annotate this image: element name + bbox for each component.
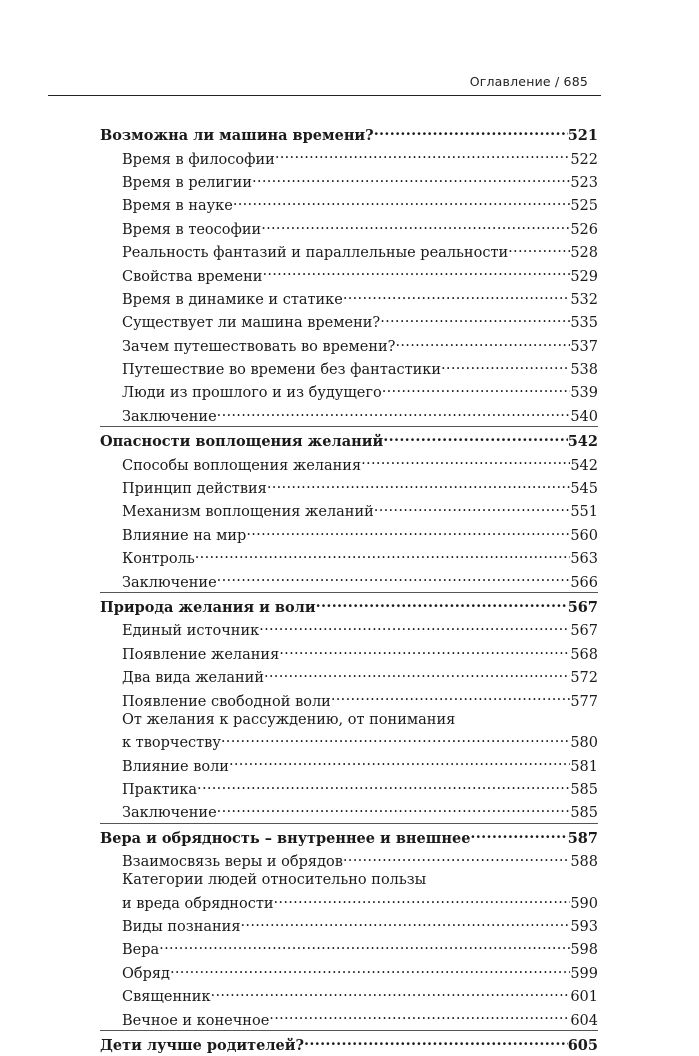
page-number: 526 bbox=[570, 221, 598, 238]
page-number: 523 bbox=[570, 174, 598, 191]
toc-item-label: Вера bbox=[122, 942, 160, 959]
toc-item[interactable] bbox=[100, 617, 598, 640]
toc-item[interactable] bbox=[100, 403, 598, 426]
page-number: 525 bbox=[570, 198, 598, 215]
page-number: 551 bbox=[570, 504, 598, 521]
toc-item[interactable] bbox=[100, 451, 598, 474]
page-number: 581 bbox=[570, 758, 598, 775]
dot-leader bbox=[383, 428, 567, 446]
dot-leader bbox=[233, 192, 571, 210]
toc-item-label-line1: От желания к рассуждению, от понимания bbox=[122, 711, 456, 728]
toc-item-label: Единый источник bbox=[122, 623, 260, 640]
dot-leader bbox=[275, 145, 571, 163]
page-number: 538 bbox=[570, 362, 598, 379]
toc-item-label: Люди из прошлого и из будущего bbox=[122, 385, 382, 402]
table-of-contents bbox=[100, 122, 598, 1056]
toc-item-label: Заключение bbox=[122, 408, 217, 425]
dot-leader bbox=[441, 356, 570, 374]
toc-item-label: Появление желания bbox=[122, 646, 280, 663]
dot-leader bbox=[382, 379, 571, 397]
dot-leader bbox=[274, 890, 571, 908]
toc-item-label: Заключение bbox=[122, 805, 217, 822]
toc-item[interactable] bbox=[100, 664, 598, 687]
dot-leader bbox=[195, 545, 571, 563]
toc-item[interactable] bbox=[100, 498, 598, 521]
running-head: Оглавление / 685 bbox=[469, 74, 588, 89]
toc-item[interactable] bbox=[100, 890, 598, 913]
toc-item[interactable] bbox=[100, 169, 598, 192]
toc-item[interactable] bbox=[100, 983, 598, 1006]
toc-item[interactable] bbox=[100, 356, 598, 379]
toc-item[interactable] bbox=[100, 333, 598, 356]
toc-item-label: Зачем путешествовать во времени? bbox=[122, 338, 396, 355]
toc-section-title[interactable] bbox=[100, 122, 598, 145]
dot-leader bbox=[361, 451, 570, 469]
toc-item[interactable] bbox=[100, 522, 598, 545]
page-number: 560 bbox=[570, 527, 598, 544]
page-number: 545 bbox=[570, 481, 598, 498]
dot-leader bbox=[197, 776, 570, 794]
dot-leader bbox=[395, 333, 570, 351]
toc-section bbox=[100, 1032, 598, 1055]
page-number: 590 bbox=[570, 895, 598, 912]
page-number: 522 bbox=[570, 151, 598, 168]
dot-leader bbox=[304, 1032, 568, 1050]
dot-leader bbox=[374, 498, 571, 516]
dot-leader bbox=[159, 936, 570, 954]
header-rule bbox=[48, 95, 601, 96]
toc-item-label: Контроль bbox=[122, 551, 195, 568]
dot-leader bbox=[221, 729, 570, 747]
section-title-label: Возможна ли машина времени? bbox=[100, 127, 374, 145]
toc-item[interactable] bbox=[100, 286, 598, 309]
toc-item[interactable] bbox=[100, 848, 598, 871]
dot-leader bbox=[508, 239, 570, 257]
dot-leader bbox=[343, 286, 570, 304]
dot-leader bbox=[217, 403, 571, 421]
page-number: 580 bbox=[570, 735, 598, 752]
page-number: 521 bbox=[567, 127, 598, 145]
page-number: 535 bbox=[570, 315, 598, 332]
toc-item-label: к творчеству bbox=[122, 735, 221, 752]
page-number: 539 bbox=[570, 385, 598, 402]
toc-item-label: Два вида желаний bbox=[122, 670, 264, 687]
dot-leader bbox=[380, 309, 570, 327]
toc-item-label: Появление свободной воли bbox=[122, 693, 331, 710]
toc-item[interactable] bbox=[100, 568, 598, 591]
page-number: 585 bbox=[570, 805, 598, 822]
toc-section-title[interactable] bbox=[100, 428, 598, 451]
toc-item-label: Механизм воплощения желаний bbox=[122, 504, 374, 521]
page-number: 588 bbox=[570, 854, 598, 871]
page-number: 601 bbox=[570, 989, 598, 1006]
dot-leader bbox=[252, 169, 570, 187]
toc-item-label: Заключение bbox=[122, 574, 217, 591]
page-number: 587 bbox=[567, 829, 598, 847]
dot-leader bbox=[170, 960, 570, 978]
toc-item[interactable] bbox=[100, 799, 598, 822]
toc-item-label: Существует ли машина времени? bbox=[122, 315, 381, 332]
toc-item-label: Время в религии bbox=[122, 174, 252, 191]
dot-leader bbox=[241, 913, 571, 931]
dot-leader bbox=[259, 617, 570, 635]
toc-section-title[interactable] bbox=[100, 594, 598, 617]
toc-item-label: Время в динамике и статике bbox=[122, 291, 343, 308]
section-title-label: Вера и обрядность – внутреннее и внешнее bbox=[100, 829, 471, 847]
toc-item-label: Виды познания bbox=[122, 919, 241, 936]
toc-item[interactable] bbox=[100, 239, 598, 262]
toc-item-label: Священник bbox=[122, 989, 211, 1006]
toc-item[interactable] bbox=[100, 192, 598, 215]
toc-item[interactable] bbox=[100, 913, 598, 936]
toc-item-label: Влияние на мир bbox=[122, 527, 247, 544]
toc-item-label: Практика bbox=[122, 781, 198, 798]
toc-item-label: Свойства времени bbox=[122, 268, 263, 285]
dot-leader bbox=[269, 1006, 570, 1024]
toc-item-label-line1: Категории людей относительно пользы bbox=[122, 872, 427, 889]
toc-item[interactable] bbox=[100, 545, 598, 568]
toc-item-label: Путешествие во времени без фантастики bbox=[122, 362, 442, 379]
dot-leader bbox=[316, 594, 568, 612]
toc-item-label: Принцип действия bbox=[122, 481, 267, 498]
toc-item[interactable] bbox=[100, 379, 598, 402]
toc-item-label: Реальность фантазий и параллельные реальности bbox=[122, 245, 509, 262]
dot-leader bbox=[267, 475, 571, 493]
toc-section bbox=[100, 594, 598, 824]
toc-item[interactable] bbox=[100, 262, 598, 285]
section-title-label: Природа желания и воли bbox=[100, 599, 316, 616]
toc-item[interactable] bbox=[100, 145, 598, 168]
section-title-label: Опасности воплощения желаний bbox=[100, 433, 384, 451]
page-number: 542 bbox=[570, 457, 598, 474]
dot-leader bbox=[279, 641, 570, 659]
toc-item[interactable] bbox=[100, 475, 598, 498]
page-number: 568 bbox=[570, 646, 598, 663]
toc-item-label: Вечное и конечное bbox=[122, 1012, 270, 1029]
page-number: 542 bbox=[567, 433, 598, 451]
toc-section bbox=[100, 122, 598, 427]
toc-item[interactable] bbox=[100, 776, 598, 799]
dot-leader bbox=[229, 752, 570, 770]
dot-leader bbox=[470, 825, 567, 843]
toc-item[interactable] bbox=[100, 216, 598, 239]
toc-section bbox=[100, 428, 598, 593]
toc-item-label: Время в теософии bbox=[122, 221, 262, 238]
toc-item-label: Способы воплощения желания bbox=[122, 457, 362, 474]
dot-leader bbox=[246, 522, 570, 540]
toc-item[interactable] bbox=[100, 936, 598, 959]
toc-item[interactable] bbox=[100, 960, 598, 983]
page-number: 604 bbox=[570, 1012, 598, 1029]
page-number: 585 bbox=[570, 781, 598, 798]
page-number: 572 bbox=[570, 670, 598, 687]
page-number: 599 bbox=[570, 965, 598, 982]
toc-item-label: Время в науке bbox=[122, 198, 233, 215]
page-number: 567 bbox=[570, 623, 598, 640]
dot-leader bbox=[211, 983, 571, 1001]
page-number: 566 bbox=[570, 574, 598, 591]
page-number: 529 bbox=[570, 268, 598, 285]
toc-item[interactable] bbox=[100, 687, 598, 710]
toc-item[interactable] bbox=[100, 309, 598, 332]
toc-item[interactable] bbox=[100, 1006, 598, 1029]
toc-item[interactable] bbox=[100, 752, 598, 775]
dot-leader bbox=[374, 122, 568, 140]
page-number: 593 bbox=[570, 919, 598, 936]
toc-item-label: и вреда обрядности bbox=[122, 895, 274, 912]
dot-leader bbox=[262, 262, 570, 280]
page-number: 567 bbox=[567, 599, 598, 616]
page-number: 598 bbox=[570, 942, 598, 959]
page-number: 528 bbox=[570, 245, 598, 262]
dot-leader bbox=[217, 799, 571, 817]
dot-leader bbox=[331, 687, 570, 705]
toc-item[interactable] bbox=[100, 641, 598, 664]
page-number: 540 bbox=[570, 408, 598, 425]
page-number: 577 bbox=[570, 693, 598, 710]
page-number: 537 bbox=[570, 338, 598, 355]
page-number: 605 bbox=[567, 1037, 598, 1055]
toc-item-label: Взаимосвязь веры и обрядов bbox=[122, 854, 343, 871]
dot-leader bbox=[217, 568, 571, 586]
toc-section-title[interactable] bbox=[100, 1032, 598, 1055]
dot-leader bbox=[343, 848, 570, 866]
dot-leader bbox=[261, 216, 570, 234]
toc-section-title[interactable] bbox=[100, 825, 598, 848]
toc-item-label: Время в философии bbox=[122, 151, 275, 168]
page-number: 563 bbox=[570, 551, 598, 568]
toc-item-label: Влияние воли bbox=[122, 758, 229, 775]
toc-item[interactable] bbox=[100, 729, 598, 752]
dot-leader bbox=[264, 664, 570, 682]
toc-item-label: Обряд bbox=[122, 965, 170, 982]
page-number: 532 bbox=[570, 291, 598, 308]
section-title-label: Дети лучше родителей? bbox=[100, 1037, 305, 1055]
